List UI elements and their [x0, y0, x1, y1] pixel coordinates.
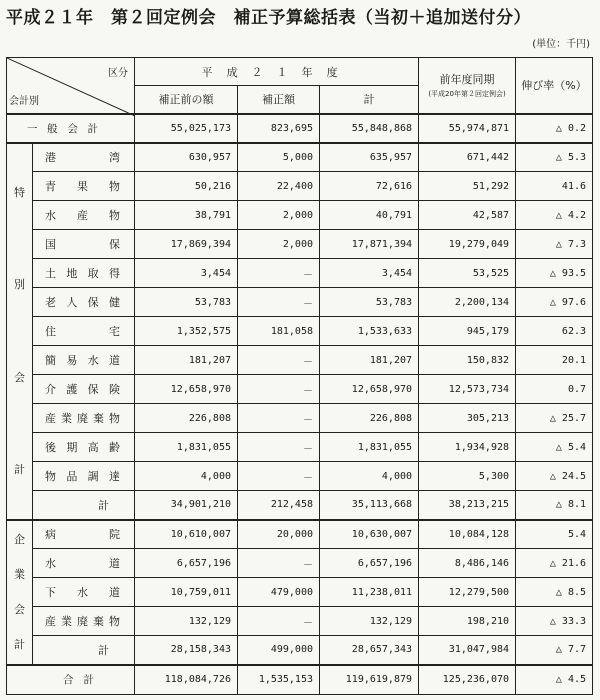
- row-name: 下水道: [33, 578, 135, 607]
- cell-amount: 499,000: [238, 636, 320, 665]
- cell-growth: △ 5.3: [516, 143, 593, 172]
- row-name: 水道: [33, 549, 135, 578]
- row-name: 国保: [33, 230, 135, 259]
- cell-growth: △ 24.5: [516, 462, 593, 491]
- header-before: 補正前の額: [135, 86, 238, 114]
- cell-growth: 0.7: [516, 375, 593, 404]
- header-total: 計: [320, 86, 419, 114]
- cell-total: 72,616: [320, 172, 419, 201]
- cell-before: 4,000: [135, 462, 238, 491]
- budget-table: [6, 57, 593, 695]
- special-accounts: [7, 143, 593, 520]
- cell-total: 35,113,668: [320, 491, 419, 520]
- cell-growth: △ 33.3: [516, 607, 593, 636]
- cell-growth: 5.4: [516, 520, 593, 549]
- cell-total: 119,619,879: [320, 665, 419, 695]
- table-row: [7, 375, 593, 404]
- cell-total: 3,454: [320, 259, 419, 288]
- cell-growth: △ 8.5: [516, 578, 593, 607]
- cell-growth: 20.1: [516, 346, 593, 375]
- cell-amount: －: [238, 607, 320, 636]
- table-row: [7, 433, 593, 462]
- group-char: 計: [14, 638, 25, 651]
- general-row: [7, 114, 593, 143]
- cell-growth: △ 21.6: [516, 549, 593, 578]
- cell-before: 132,129: [135, 607, 238, 636]
- header-diagonal-cell: [7, 58, 135, 114]
- page-title: 平成２１年 第２回定例会 補正予算総括表（当初＋追加送付分）: [6, 8, 531, 28]
- row-name: 水産物: [33, 201, 135, 230]
- row-name: 簡易水道: [33, 346, 135, 375]
- cell-total: 11,238,011: [320, 578, 419, 607]
- table-row: [7, 578, 593, 607]
- cell-prev: 671,442: [419, 143, 516, 172]
- header-prev-year: [419, 58, 516, 114]
- cell-prev: 12,279,500: [419, 578, 516, 607]
- cell-amount: －: [238, 288, 320, 317]
- cell-total: 132,129: [320, 607, 419, 636]
- table-row: [7, 549, 593, 578]
- group-char: 会: [14, 370, 25, 384]
- header-amount: 補正額: [238, 86, 320, 114]
- cell-prev: 53,525: [419, 259, 516, 288]
- row-name: 老人保健: [33, 288, 135, 317]
- table-row: [7, 288, 593, 317]
- enterprise-group-label: [7, 520, 33, 665]
- cell-total: 17,871,394: [320, 230, 419, 259]
- row-name: 後期高齢: [33, 433, 135, 462]
- table-row: [7, 462, 593, 491]
- cell-before: 118,084,726: [135, 665, 238, 695]
- header-fiscal-year: 平成２１年度: [135, 58, 419, 86]
- cell-before: 181,207: [135, 346, 238, 375]
- table-row: [7, 317, 593, 346]
- cell-total: 40,791: [320, 201, 419, 230]
- cell-before: 10,610,007: [135, 520, 238, 549]
- cell-before: 53,783: [135, 288, 238, 317]
- cell-before: 226,808: [135, 404, 238, 433]
- cell-amount: －: [238, 462, 320, 491]
- group-char: 特: [14, 185, 25, 199]
- group-char: 会: [14, 603, 25, 616]
- cell-growth: △ 8.1: [516, 491, 593, 520]
- group-char: 別: [14, 278, 25, 292]
- unit-label: (単位：千円): [532, 39, 590, 50]
- subtotal-row: [7, 491, 593, 520]
- cell-prev: 55,974,871: [419, 114, 516, 143]
- cell-total: 1,533,633: [320, 317, 419, 346]
- cell-growth: 41.6: [516, 172, 593, 201]
- group-char: 計: [14, 463, 25, 477]
- cell-amount: 1,535,153: [238, 665, 320, 695]
- table-row: [7, 201, 593, 230]
- cell-growth: △ 25.7: [516, 404, 593, 433]
- cell-total: 53,783: [320, 288, 419, 317]
- cell-prev: 125,236,070: [419, 665, 516, 695]
- cell-total: 635,957: [320, 143, 419, 172]
- cell-growth: △ 7.3: [516, 230, 593, 259]
- cell-prev: 150,832: [419, 346, 516, 375]
- cell-total: 55,848,868: [320, 114, 419, 143]
- cell-prev: 2,200,134: [419, 288, 516, 317]
- header-growth: 伸び率（%）: [516, 58, 593, 114]
- cell-prev: 305,213: [419, 404, 516, 433]
- row-name: 住宅: [33, 317, 135, 346]
- cell-before: 12,658,970: [135, 375, 238, 404]
- cell-before: 38,791: [135, 201, 238, 230]
- cell-amount: －: [238, 259, 320, 288]
- row-name: 一般会計: [7, 114, 135, 143]
- cell-amount: －: [238, 404, 320, 433]
- cell-growth: △ 97.6: [516, 288, 593, 317]
- cell-amount: －: [238, 433, 320, 462]
- table-row: [7, 259, 593, 288]
- cell-amount: 22,400: [238, 172, 320, 201]
- cell-prev: 945,179: [419, 317, 516, 346]
- cell-amount: 2,000: [238, 201, 320, 230]
- cell-amount: 212,458: [238, 491, 320, 520]
- row-name: 介護保険: [33, 375, 135, 404]
- cell-prev: 51,292: [419, 172, 516, 201]
- row-name: 産業廃棄物: [33, 404, 135, 433]
- cell-amount: 2,000: [238, 230, 320, 259]
- cell-amount: －: [238, 375, 320, 404]
- cell-before: 50,216: [135, 172, 238, 201]
- cell-total: 28,657,343: [320, 636, 419, 665]
- grand-total-row: [7, 665, 593, 695]
- cell-amount: －: [238, 549, 320, 578]
- row-name: 土地取得: [33, 259, 135, 288]
- cell-amount: 5,000: [238, 143, 320, 172]
- cell-amount: －: [238, 346, 320, 375]
- row-name: 計: [33, 636, 135, 665]
- cell-prev: 42,587: [419, 201, 516, 230]
- cell-before: 55,025,173: [135, 114, 238, 143]
- cell-prev: 12,573,734: [419, 375, 516, 404]
- cell-prev: 10,084,128: [419, 520, 516, 549]
- table-row: [7, 607, 593, 636]
- cell-prev: 198,210: [419, 607, 516, 636]
- cell-before: 17,869,394: [135, 230, 238, 259]
- table-row: [7, 143, 593, 172]
- row-name: 産業廃棄物: [33, 607, 135, 636]
- row-name: 合計: [7, 665, 135, 695]
- cell-total: 181,207: [320, 346, 419, 375]
- table-row: [7, 346, 593, 375]
- group-char: 業: [14, 568, 25, 581]
- cell-before: 10,759,011: [135, 578, 238, 607]
- group-char: 企: [14, 533, 25, 546]
- table-row: [7, 230, 593, 259]
- table-row: [7, 172, 593, 201]
- cell-total: 12,658,970: [320, 375, 419, 404]
- cell-amount: 479,000: [238, 578, 320, 607]
- cell-total: 1,831,055: [320, 433, 419, 462]
- cell-amount: 20,000: [238, 520, 320, 549]
- cell-total: 226,808: [320, 404, 419, 433]
- header-prev-year-note: (平成20年第２回定例会): [428, 90, 506, 99]
- cell-growth: △ 93.5: [516, 259, 593, 288]
- cell-total: 4,000: [320, 462, 419, 491]
- row-name: 計: [33, 491, 135, 520]
- cell-prev: 38,213,215: [419, 491, 516, 520]
- table-row: [7, 404, 593, 433]
- enterprise-accounts: [7, 520, 593, 665]
- cell-growth: 62.3: [516, 317, 593, 346]
- cell-before: 1,352,575: [135, 317, 238, 346]
- cell-amount: 181,058: [238, 317, 320, 346]
- cell-growth: △ 7.7: [516, 636, 593, 665]
- cell-before: 630,957: [135, 143, 238, 172]
- cell-total: 6,657,196: [320, 549, 419, 578]
- special-group-label: [7, 143, 33, 520]
- cell-before: 34,901,210: [135, 491, 238, 520]
- row-name: 青果物: [33, 172, 135, 201]
- cell-prev: 1,934,928: [419, 433, 516, 462]
- cell-amount: 823,695: [238, 114, 320, 143]
- cell-growth: △ 4.2: [516, 201, 593, 230]
- row-name: 港湾: [33, 143, 135, 172]
- cell-prev: 31,047,984: [419, 636, 516, 665]
- subtotal-row: [7, 636, 593, 665]
- row-name: 病院: [33, 520, 135, 549]
- table-row: [7, 520, 593, 549]
- header-prev-year-label: 前年度同期: [439, 73, 495, 87]
- row-name: 物品調達: [33, 462, 135, 491]
- cell-prev: 8,486,146: [419, 549, 516, 578]
- header-account: 会計別: [9, 95, 39, 107]
- header-category: 区分: [108, 68, 128, 79]
- cell-before: 3,454: [135, 259, 238, 288]
- cell-prev: 19,279,049: [419, 230, 516, 259]
- cell-total: 10,630,007: [320, 520, 419, 549]
- cell-growth: △ 0.2: [516, 114, 593, 143]
- cell-before: 1,831,055: [135, 433, 238, 462]
- cell-growth: △ 4.5: [516, 665, 593, 695]
- cell-before: 6,657,196: [135, 549, 238, 578]
- cell-prev: 5,300: [419, 462, 516, 491]
- cell-growth: △ 5.4: [516, 433, 593, 462]
- cell-before: 28,158,343: [135, 636, 238, 665]
